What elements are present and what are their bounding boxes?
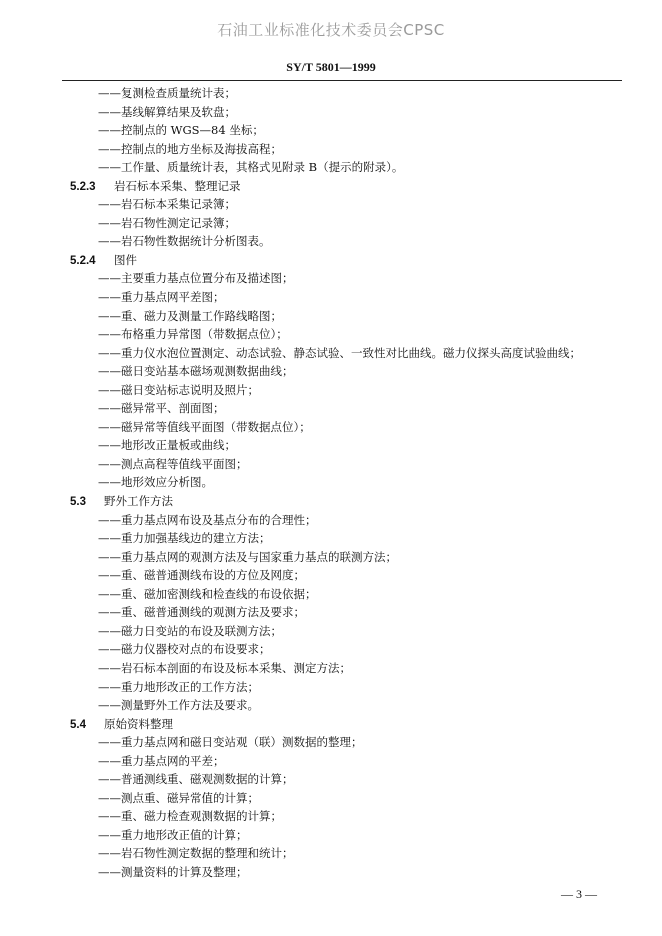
list-item: ——重、磁加密测线和检查线的布设依据； — [98, 586, 317, 601]
page-number: — 3 — — [561, 887, 597, 901]
section-heading — [70, 715, 630, 734]
list-item: ——磁日变站基本磁场观测数据曲线； — [98, 364, 294, 379]
document-body — [70, 84, 630, 882]
list-item: ——重力基点网和磁日变站观（联）测数据的整理； — [98, 735, 363, 750]
list-item: ——岩石标本采集记录簿； — [98, 197, 236, 212]
list-item: ——重、磁力检查观测数据的计算； — [98, 809, 282, 824]
list-item: ——复测检查质量统计表； — [98, 86, 236, 100]
header-rule — [62, 80, 622, 81]
list-item: ——测点重、磁异常值的计算； — [98, 790, 259, 805]
section-title: 图件 — [114, 252, 137, 267]
list-item: ——岩石物性测定记录簿； — [98, 215, 236, 230]
list-item: ——重力基点网平差图； — [98, 290, 225, 305]
list-item: ——地形改正量板或曲线； — [98, 438, 236, 453]
list-item: ——重力仪水泡位置测定、动态试验、静态试验、一致性对比曲线。磁力仪探头高度试验曲线； — [98, 345, 581, 360]
list-item: ——普通测线重、磁观测数据的计算； — [98, 772, 294, 787]
section-title: 原始资料整理 — [104, 716, 173, 731]
section-heading — [70, 251, 630, 270]
list-item: ——重、磁普通测线布设的方位及网度； — [98, 568, 305, 583]
list-item: ——布格重力异常图（带数据点位）； — [98, 327, 288, 342]
list-item: ——测量野外工作方法及要求。 — [98, 698, 259, 713]
list-item: ——主要重力基点位置分布及描述图； — [98, 271, 294, 286]
list-item: ——重力基点网的平差； — [98, 753, 225, 768]
section-title: 岩石标本采集、整理记录 — [114, 178, 241, 193]
list-item: ——磁力仪器校对点的布设要求； — [98, 642, 271, 657]
list-item: ——控制点的 WGS—84 坐标； — [98, 123, 264, 138]
list-item: ——岩石物性数据统计分析图表。 — [98, 234, 271, 249]
list-item: ——地形效应分析图。 — [98, 475, 213, 490]
list-item: ——重力基点网布设及基点分布的合理性； — [98, 512, 317, 527]
list-item: ——控制点的地方坐标及海拔高程； — [98, 141, 282, 156]
section-number: 5.2.3 — [70, 180, 96, 193]
section-title: 野外工作方法 — [104, 494, 173, 509]
list-item: ——磁异常等值线平面图（带数据点位）； — [98, 419, 311, 434]
section-number: 5.2.4 — [70, 254, 96, 267]
list-item: ——岩石标本剖面的布设及标本采集、测定方法； — [98, 660, 351, 675]
list-item: ——基线解算结果及软盘； — [98, 104, 236, 119]
standard-code-header: SY/T 5801—1999 — [286, 60, 376, 74]
list-item: ——测点高程等值线平面图； — [98, 456, 248, 471]
list-item: ——重力加强基线边的建立方法； — [98, 531, 271, 546]
list-item: ——重、磁力及测量工作路线略图； — [98, 308, 282, 323]
section-heading — [70, 492, 630, 511]
list-item: ——岩石物性测定数据的整理和统计； — [98, 846, 294, 861]
section-number: 5.3 — [70, 496, 86, 509]
section-number: 5.4 — [70, 718, 86, 731]
list-item: ——重力地形改正值的计算； — [98, 827, 248, 842]
list-item: ——重、磁普通测线的观测方法及要求； — [98, 605, 305, 620]
publisher-watermark: 石油工业标准化技术委员会CPSC — [217, 21, 445, 39]
list-item: ——磁日变站标志说明及照片； — [98, 382, 259, 397]
section-heading — [70, 177, 630, 196]
list-item: ——磁异常平、剖面图； — [98, 401, 225, 416]
list-item: ——测量资料的计算及整理； — [98, 864, 248, 879]
list-item: ——磁力日变站的布设及联测方法； — [98, 623, 282, 638]
list-item: ——工作量、质量统计表，其格式见附录 B（提示的附录）。 — [98, 160, 404, 175]
list-item: ——重力基点网的观测方法及与国家重力基点的联测方法； — [98, 549, 397, 564]
list-item: ——重力地形改正的工作方法； — [98, 679, 259, 694]
